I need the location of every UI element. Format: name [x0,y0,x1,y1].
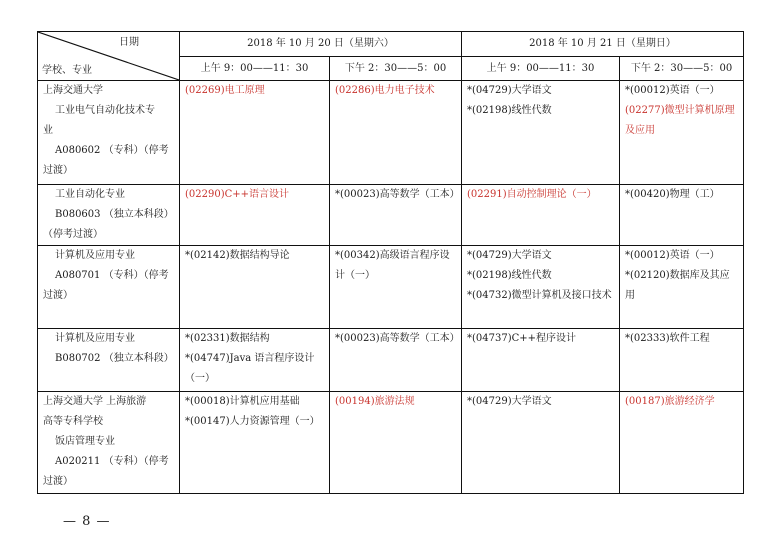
exam-cell [330,81,462,185]
day2-pm-header: 下午 2：30——5：00 [620,57,744,81]
table-row [38,329,744,392]
exam-cell [462,246,620,329]
exam-cell [330,185,462,246]
exam-entry: *(04747)Java 语言程序设计（一） [185,353,315,384]
exam-cell [462,185,620,246]
program-line: B080603 （独立本科段） [55,209,174,220]
program-line: 过渡） [43,165,73,176]
table-row [38,81,744,185]
exam-entry: (00187)旅游经济学 [625,396,715,407]
program-line: 上海交通大学 [43,85,103,96]
day2-header: 2018 年 10 月 21 日（星期日） [462,32,744,57]
exam-entry: *(00342)高级语言程序设计（一） [335,250,450,281]
exam-entry: *(04729)大学语文 [467,396,552,407]
exam-entry: (02286)电力电子技术 [335,85,435,96]
day2-am-header: 上午 9：00——11：30 [462,57,620,81]
exam-entry: *(00012)英语（一） [625,250,720,261]
exam-cell [620,329,744,392]
exam-entry: (02277)微型计算机原理及应用 [625,105,735,136]
exam-entry: *(00147)人力资源管理（一） [185,416,320,427]
table-row [38,392,744,494]
program-line: 过渡） [43,476,73,487]
exam-entry: *(02331)数据结构 [185,333,270,344]
day1-header: 2018 年 10 月 20 日（星期六） [180,32,462,57]
exam-cell [462,392,620,494]
school-axis-label: 学校、专业 [42,65,92,76]
program-line: A020211 （专科）（停考 [55,456,169,467]
exam-entry: *(04732)微型计算机及接口技术 [467,290,612,301]
program-line: 上海交通大学 上海旅游 [43,396,147,407]
exam-entry: (02291)自动控制理论（一） [467,189,597,200]
exam-cell [620,185,744,246]
table-row [38,246,744,329]
program-line: 计算机及应用专业 [55,333,135,344]
program-line: A080701 （专科）（停考 [55,270,169,281]
date-axis-label: 日期 [119,37,139,48]
exam-entry: *(02120)数据库及其应用 [625,270,730,301]
exam-entry: (00194)旅游法规 [335,396,415,407]
exam-entry: *(00023)高等数学（工本） [335,333,460,344]
exam-cell [180,392,330,494]
program-line: 工业自动化专业 [55,189,125,200]
exam-entry: *(02198)线性代数 [467,270,552,281]
program-line: （停考过渡） [43,229,103,240]
exam-entry: *(02333)软件工程 [625,333,710,344]
exam-schedule-table [37,31,744,494]
program-line: B080702 （独立本科段） [55,353,174,364]
exam-entry: *(00420)物理（工） [625,189,720,200]
exam-cell [180,81,330,185]
header-row-dates [38,32,744,57]
diagonal-header-cell [38,32,180,81]
table-row [38,185,744,246]
program-cell [38,246,180,329]
exam-entry: (02290)C++语言设计 [185,189,290,200]
exam-cell [462,81,620,185]
exam-cell [330,392,462,494]
exam-cell [620,81,744,185]
day1-am-header: 上午 9：00——11：30 [180,57,330,81]
page-number: — 8 — [63,514,111,529]
exam-entry: *(04729)大学语文 [467,250,552,261]
exam-cell [330,329,462,392]
exam-cell [180,246,330,329]
program-line: 高等专科学校 [43,416,103,427]
program-line: A080602 （专科）（停考 [55,145,169,156]
exam-cell [180,185,330,246]
program-cell [38,81,180,185]
program-cell [38,329,180,392]
exam-cell [330,246,462,329]
program-cell [38,185,180,246]
exam-entry: *(04729)大学语文 [467,85,552,96]
exam-cell [462,329,620,392]
exam-cell [620,246,744,329]
exam-entry: (02269)电工原理 [185,85,265,96]
exam-entry: *(02142)数据结构导论 [185,250,290,261]
program-line: 饭店管理专业 [55,436,115,447]
day1-pm-header: 下午 2：30——5：00 [330,57,462,81]
exam-entry: *(00018)计算机应用基础 [185,396,300,407]
exam-entry: *(02198)线性代数 [467,105,552,116]
exam-entry: *(00012)英语（一） [625,85,720,96]
program-line: 计算机及应用专业 [55,250,135,261]
exam-entry: *(00023)高等数学（工本） [335,189,460,200]
program-line: 过渡） [43,290,73,301]
exam-entry: *(04737)C++程序设计 [467,333,577,344]
program-line: 工业电气自动化技术专 [55,105,155,116]
program-cell [38,392,180,494]
exam-cell [620,392,744,494]
exam-cell [180,329,330,392]
program-line: 业 [43,125,53,136]
